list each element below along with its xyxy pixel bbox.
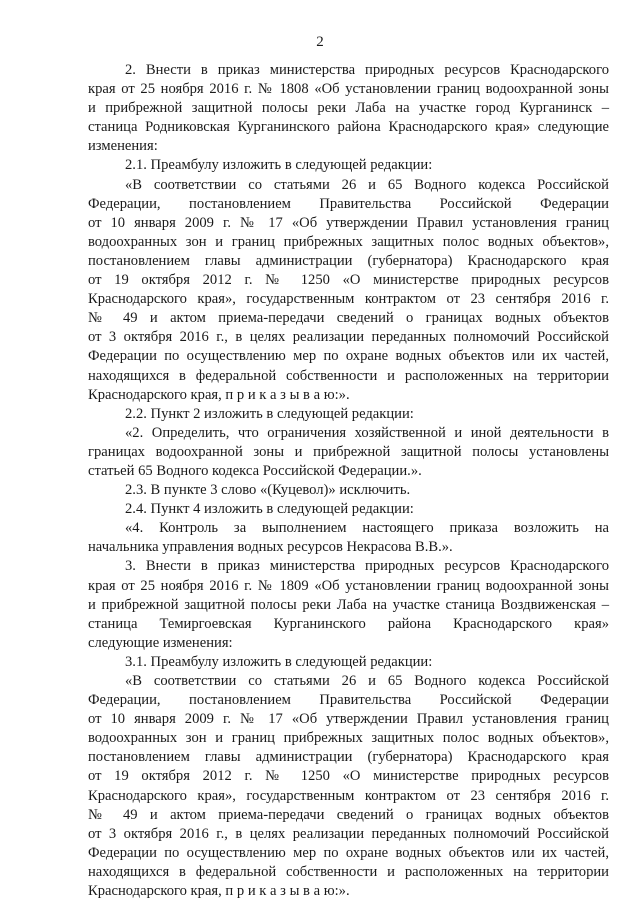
text-line: постановлением главы администрации (губернатора) Краснодарского края bbox=[88, 749, 609, 766]
text-line: от 3 октября 2016 г., в целях реализации переданных полномочий Российской bbox=[88, 825, 609, 842]
text-line: № 49 и актом приема-передачи сведений о границах водных объектов bbox=[88, 806, 609, 823]
text-line: «В соответствии со статьями 26 и 65 Водного кодекса Российской bbox=[125, 673, 609, 689]
text-line: от 10 января 2009 г. № 17 «Об утверждении Правил установления границ bbox=[88, 711, 609, 728]
text-line: края от 25 ноября 2016 г. № 1809 «Об установлении границ водоохранной зоны bbox=[88, 577, 609, 594]
text-line: 3. Внести в приказ министерства природных ресурсов Краснодарского bbox=[125, 558, 609, 575]
text-line: от 19 октября 2012 г. № 1250 «О министерстве природных ресурсов bbox=[88, 768, 609, 785]
text-line: Федерации, постановлением Правительства Российской Федерации bbox=[88, 692, 609, 709]
text-line: 2. Внести в приказ министерства природных ресурсов Краснодарского bbox=[125, 62, 609, 78]
text-line: Федерации, постановлением Правительства Российской Федерации bbox=[88, 195, 609, 212]
page-number: 2 bbox=[316, 34, 324, 50]
text-line: изменения: bbox=[88, 138, 158, 155]
text-line: «В соответствии со статьями 26 и 65 Водного кодекса Российской bbox=[125, 176, 609, 193]
text-line: станица Темиргоевская Курганинского района Краснодарского края» bbox=[88, 615, 609, 632]
text-line: границах водоохранной зоны и прибрежной защитной полосы установлены bbox=[88, 443, 609, 460]
text-line: Федерации по осуществлению мер по охране водных объектов или их частей, bbox=[88, 348, 609, 365]
text-line: Краснодарского края», государственным контрактом от 23 сентября 2016 г. bbox=[88, 291, 609, 308]
text-line: Краснодарского края, п р и к а з ы в а ю:». bbox=[88, 883, 350, 900]
text-line: находящихся в федеральной собственности и расположенных на территории bbox=[88, 367, 609, 384]
text-line: от 3 октября 2016 г., в целях реализации переданных полномочий Российской bbox=[88, 329, 609, 346]
text-line: от 10 января 2009 г. № 17 «Об утверждении Правил установления границ bbox=[88, 214, 609, 231]
text-line: Краснодарского края, п р и к а з ы в а ю:». bbox=[88, 386, 350, 403]
text-line: края от 25 ноября 2016 г. № 1808 «Об установлении границ водоохранной зоны bbox=[88, 81, 609, 98]
text-line: «2. Определить, что ограничения хозяйственной и иной деятельности в bbox=[125, 424, 609, 441]
text-line: статьей 65 Водного кодекса Российской Федерации.». bbox=[88, 462, 422, 479]
text-line: Краснодарского края», государственным контрактом от 23 сентября 2016 г. bbox=[88, 787, 609, 804]
text-line: 2.3. В пункте 3 слово «(Куцевол)» исключить. bbox=[125, 482, 411, 499]
text-line: «4. Контроль за выполнением настоящего приказа возложить на bbox=[125, 520, 609, 537]
text-line: водоохранных зон и границ прибрежных защитных полос водных объектов», bbox=[88, 233, 609, 250]
text-line: водоохранных зон и границ прибрежных защитных полос водных объектов», bbox=[88, 730, 609, 747]
text-line: следующие изменения: bbox=[88, 634, 233, 651]
text-line: и прибрежной защитной полосы реки Лаба на участке станица Воздвиженская – bbox=[88, 596, 609, 613]
text-line: постановлением главы администрации (губернатора) Краснодарского края bbox=[88, 252, 609, 269]
text-line: станица Родниковская Курганинского района Краснодарского края» следующие bbox=[88, 119, 609, 136]
text-line: находящихся в федеральной собственности и расположенных на территории bbox=[88, 863, 609, 880]
text-line: 2.4. Пункт 4 изложить в следующей редакции: bbox=[125, 501, 414, 518]
text-line: № 49 и актом приема-передачи сведений о границах водных объектов bbox=[88, 310, 609, 327]
document-body bbox=[88, 61, 609, 901]
text-line: 2.2. Пункт 2 изложить в следующей редакции: bbox=[125, 405, 414, 422]
text-line: и прибрежной защитной полосы реки Лаба на участке город Курганинск – bbox=[88, 100, 609, 117]
text-line: от 19 октября 2012 г. № 1250 «О министерстве природных ресурсов bbox=[88, 272, 609, 289]
text-line: начальника управления водных ресурсов Некрасова В.В.». bbox=[88, 539, 453, 556]
text-line: 3.1. Преамбулу изложить в следующей редакции: bbox=[125, 653, 433, 670]
text-line: Федерации по осуществлению мер по охране водных объектов или их частей, bbox=[88, 844, 609, 861]
text-line: 2.1. Преамбулу изложить в следующей редакции: bbox=[125, 157, 433, 174]
